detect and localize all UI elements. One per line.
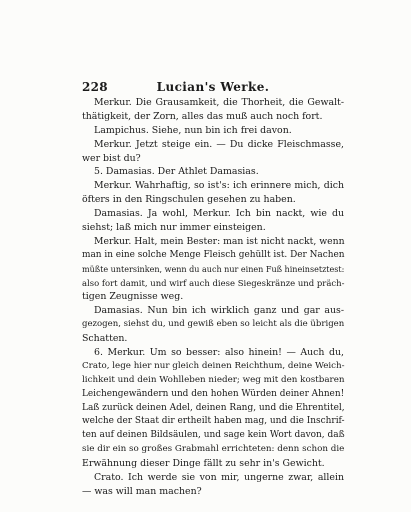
text-line: — was will man machen?	[82, 485, 202, 497]
text-line: Merkur. Die Grausamkeit, die Thorheit, die Gewalt-	[94, 97, 344, 108]
text-line: Damasias. Nun bin ich wirklich ganz und gar aus-	[94, 305, 344, 317]
text-line: 5. Damasias. Der Athlet Damasias.	[94, 166, 259, 178]
running-head: Lucian's Werke.	[156, 80, 270, 94]
text-line: Lampichus. Siehe, nun bin ich frei davon.	[94, 124, 292, 136]
page-header	[82, 80, 344, 96]
text-line: Merkur. Wahrhaftig, so ist's: ich erinnere mich, dich	[94, 180, 344, 192]
text-line: Crato, lege hier nur gleich deinen Reichthum, deine Weich-	[82, 360, 345, 371]
text-line: ten auf deinen Bildsäulen, und sage kein Wort davon, daß	[82, 430, 345, 441]
body-text	[82, 96, 344, 499]
text-line: Damasias. Ja wohl, Merkur. Ich bin nackt, wie du	[94, 208, 344, 220]
text-line: siehst; laß mich nur immer einsteigen.	[82, 222, 266, 234]
text-line: thätigkeit, der Zorn, alles das muß auch noch fort.	[82, 110, 323, 122]
text-line: Erwähnung dieser Dinge fällt zu sehr in's Gewicht.	[82, 458, 325, 470]
text-line: Crato. Ich werde sie von mir, ungerne zwar, allein	[94, 472, 344, 484]
text-line: also fort damit, und wirf auch diese Siegeskränze und präch-	[82, 277, 345, 288]
text-line: Leichengewändern und den hohen Würden deiner Ahnen!	[82, 388, 345, 399]
text-line: gezogen, siehst du, und gewiß eben so leicht als die übrigen	[82, 319, 345, 330]
text-line: Merkur. Jetzt steige ein. — Du dicke Fleischmasse,	[94, 138, 344, 150]
text-line: öfters in den Ringschulen gesehen zu haben.	[82, 194, 296, 206]
text-line: Laß zurück deinen Adel, deinen Rang, und die Ehrentitel,	[82, 402, 345, 413]
text-line: man in eine solche Menge Fleisch gehüllt ist. Der Nachen	[82, 249, 345, 260]
page-number: 228	[82, 80, 108, 94]
text-line: Merkur. Halt, mein Bester: man ist nicht nackt, wenn	[94, 235, 345, 247]
text-line: wer bist du?	[82, 152, 141, 164]
text-line: tigen Zeugnisse weg.	[82, 291, 184, 303]
text-line: lichkeit und dein Wohlleben nieder; weg mit den kostbaren	[82, 374, 345, 385]
text-line: 6. Merkur. Um so besser: also hinein! — Auch du,	[94, 347, 344, 359]
text-line: sie dir ein so großes Grabmahl errichteten: denn schon die	[82, 444, 345, 455]
text-line: Schatten.	[82, 333, 128, 345]
text-line: welche der Staat dir ertheilt haben mag, und die Inschrif-	[82, 416, 345, 427]
text-line: müßte untersinken, wenn du auch nur einen Fuß hineinsetztest:	[82, 264, 345, 274]
